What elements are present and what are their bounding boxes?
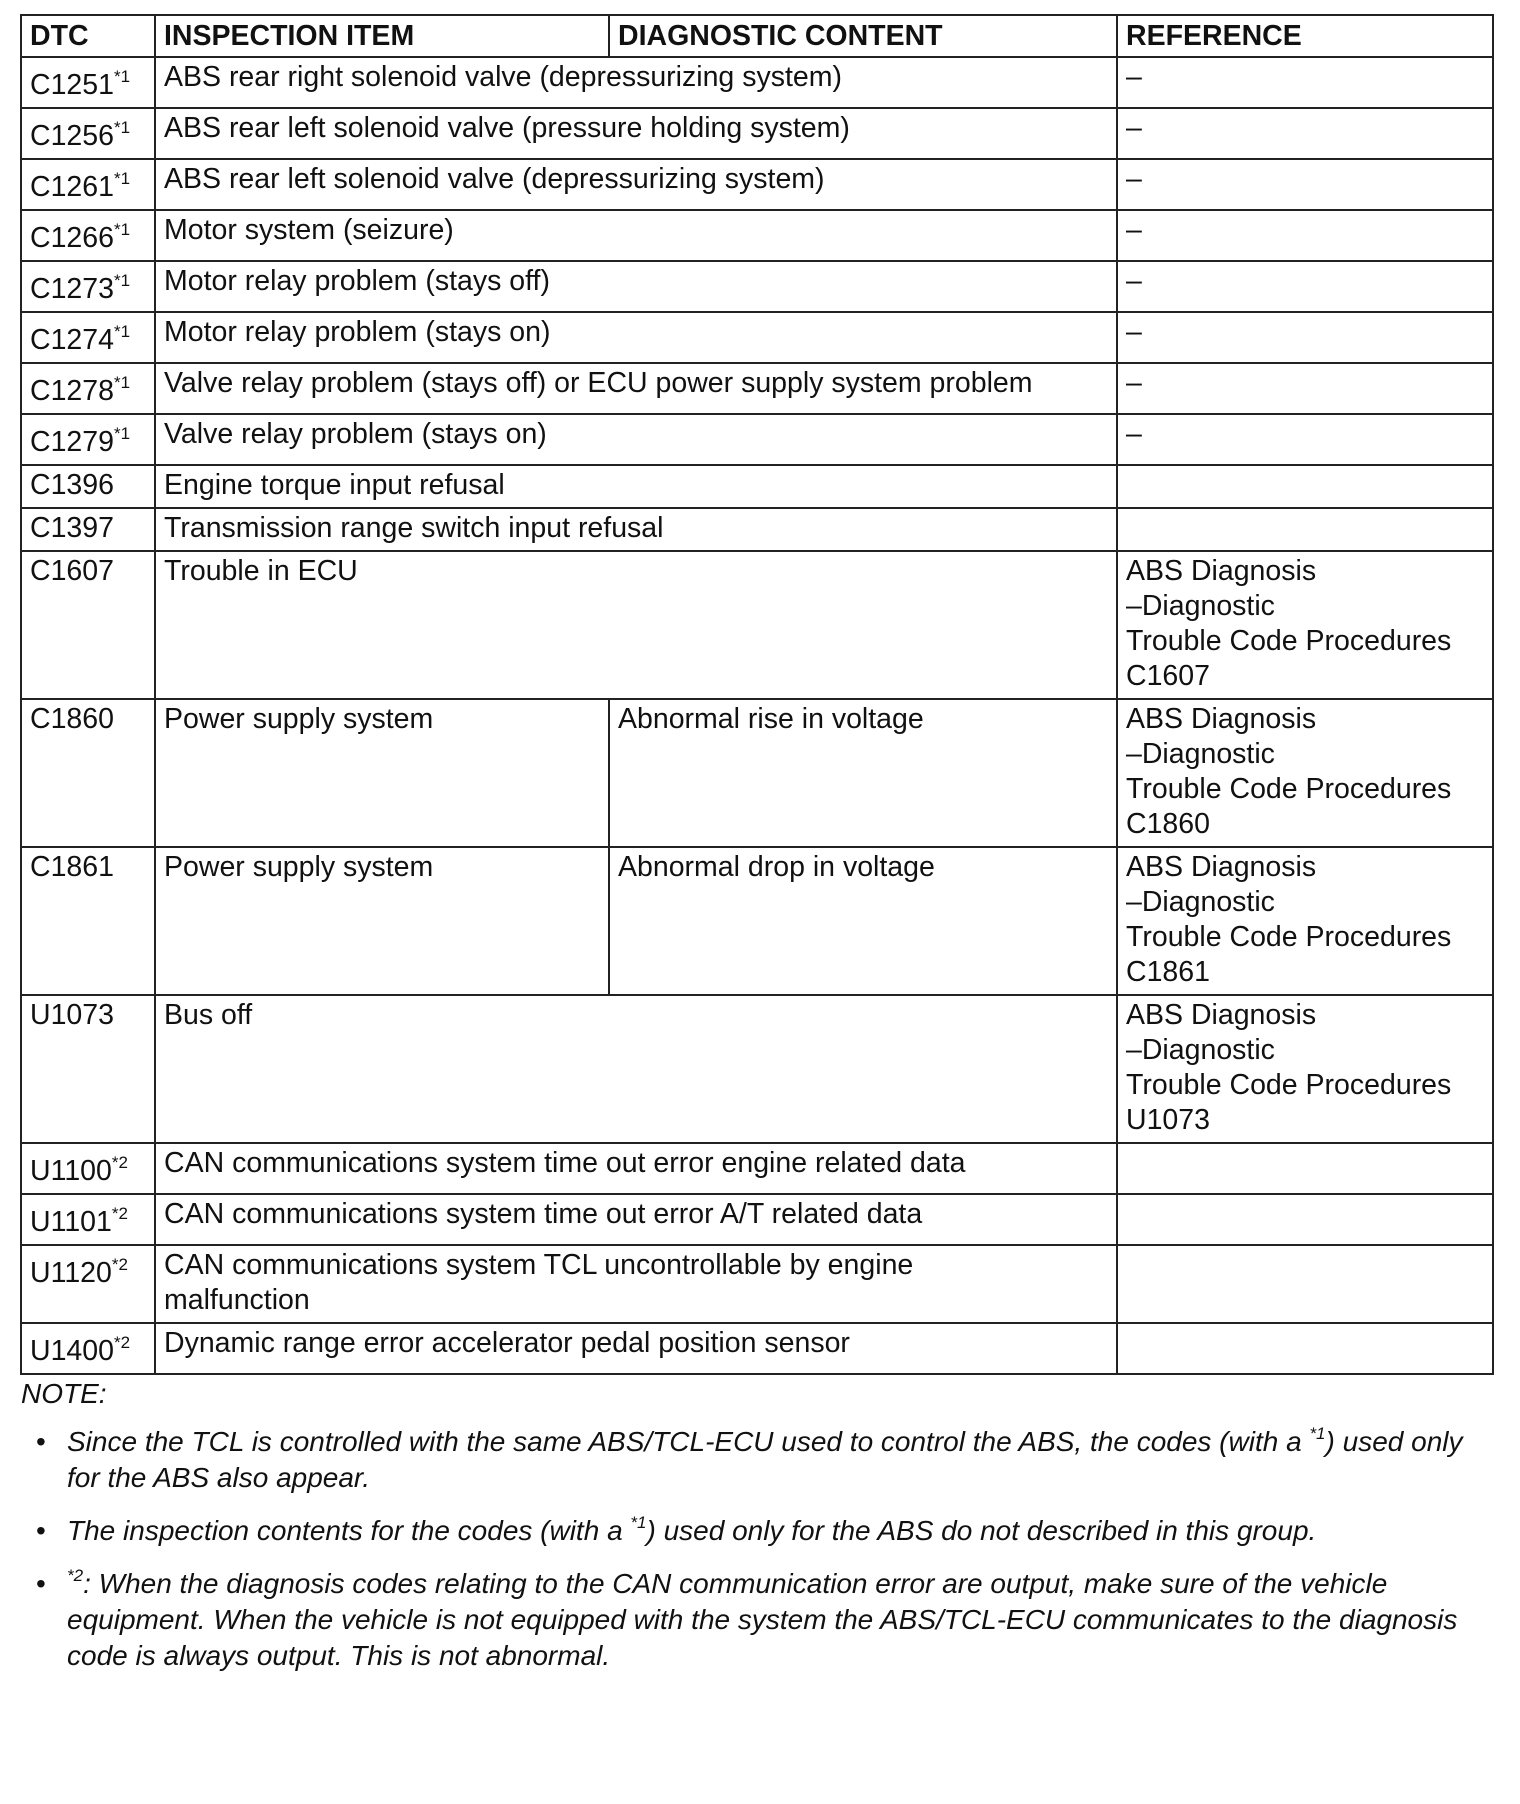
table-row bbox=[21, 847, 1493, 995]
dtc-code-cell: C1279$^{*1}$ bbox=[21, 414, 155, 465]
dtc-code-cell: C1274$^{*1}$ bbox=[21, 312, 155, 363]
table-row bbox=[21, 210, 1493, 261]
header-dtc: DTC bbox=[21, 15, 155, 57]
dtc-code-cell: C1278$^{*1}$ bbox=[21, 363, 155, 414]
dtc-code-cell: C1251$^{*1}$ bbox=[21, 57, 155, 108]
bullet-icon: • bbox=[36, 1515, 46, 1546]
dtc-code-cell: U1101$^{*2}$ bbox=[21, 1194, 155, 1245]
reference-line: C1861 bbox=[1126, 956, 1210, 988]
note-item: • $^{*2}$: When the diagnosis codes relating to the CAN communication error are output, make sure of the vehicle equipment. When the vehicle is not equipped with the system the ABS/TCL-ECU communicates to the diagnosis code is always output. This is not abnormal. bbox=[36, 1565, 1458, 1671]
dtc-table bbox=[20, 14, 1494, 1375]
reference-cell: – bbox=[1117, 261, 1493, 312]
table-row bbox=[21, 108, 1493, 159]
reference-cell bbox=[1117, 699, 1493, 847]
header-inspection-item: INSPECTION ITEM bbox=[155, 15, 609, 57]
reference-cell bbox=[1117, 1323, 1493, 1374]
reference-line: ABS Diagnosis bbox=[1126, 555, 1317, 587]
reference-cell bbox=[1117, 1143, 1493, 1194]
table-row bbox=[21, 465, 1493, 508]
table-row bbox=[21, 312, 1493, 363]
table-row bbox=[21, 414, 1493, 465]
table-row bbox=[21, 551, 1493, 699]
table-row bbox=[21, 1323, 1493, 1374]
reference-cell bbox=[1117, 465, 1493, 508]
table-row bbox=[21, 57, 1493, 108]
inspection-item-cell: Trouble in ECU bbox=[155, 551, 1117, 699]
note-label: NOTE: bbox=[21, 1378, 107, 1409]
reference-line: Trouble Code Procedures bbox=[1126, 921, 1452, 953]
reference-cell: – bbox=[1117, 159, 1493, 210]
dtc-code-cell: C1861 bbox=[21, 847, 155, 995]
inspection-item-cell: Motor relay problem (stays off) bbox=[155, 261, 1117, 312]
document bbox=[20, 14, 1494, 1691]
inspection-item-cell: ABS rear right solenoid valve (depressurizing system) bbox=[155, 57, 1117, 108]
table-row bbox=[21, 261, 1493, 312]
inspection-item-cell: Engine torque input refusal bbox=[155, 465, 1117, 508]
inspection-item-cell: CAN communications system TCL uncontrollable by engine malfunction bbox=[155, 1245, 1117, 1323]
dtc-code-cell: U1400$^{*2}$ bbox=[21, 1323, 155, 1374]
inspection-item-cell: Dynamic range error accelerator pedal position sensor bbox=[155, 1323, 1117, 1374]
table-row bbox=[21, 699, 1493, 847]
reference-cell bbox=[1117, 847, 1493, 995]
table-row bbox=[21, 1143, 1493, 1194]
reference-line: –Diagnostic bbox=[1126, 590, 1275, 622]
inspection-item-cell: Valve relay problem (stays on) bbox=[155, 414, 1117, 465]
inspection-item-cell: Motor system (seizure) bbox=[155, 210, 1117, 261]
reference-line: U1073 bbox=[1126, 1104, 1210, 1136]
reference-cell: – bbox=[1117, 312, 1493, 363]
inspection-item-cell: Power supply system bbox=[155, 699, 609, 847]
reference-line: Trouble Code Procedures bbox=[1126, 1069, 1452, 1101]
inspection-item-cell: ABS rear left solenoid valve (depressurizing system) bbox=[155, 159, 1117, 210]
dtc-code-cell: C1273$^{*1}$ bbox=[21, 261, 155, 312]
bullet-icon: • bbox=[36, 1426, 46, 1457]
reference-cell: – bbox=[1117, 414, 1493, 465]
dtc-code-cell: C1860 bbox=[21, 699, 155, 847]
inspection-item-cell: Valve relay problem (stays off) or ECU power supply system problem bbox=[155, 363, 1117, 414]
table-row bbox=[21, 508, 1493, 551]
dtc-code-cell: U1120$^{*2}$ bbox=[21, 1245, 155, 1323]
inspection-item-cell: Power supply system bbox=[155, 847, 609, 995]
table-row bbox=[21, 995, 1493, 1143]
note-item: • Since the TCL is controlled with the same ABS/TCL-ECU used to control the ABS, the codes (with a $^{*1}$) used only for the ABS also appear. bbox=[36, 1423, 1463, 1493]
table-row bbox=[21, 363, 1493, 414]
reference-cell: – bbox=[1117, 363, 1493, 414]
dtc-code-cell: C1261$^{*1}$ bbox=[21, 159, 155, 210]
reference-line: Trouble Code Procedures bbox=[1126, 773, 1452, 805]
reference-line: –Diagnostic bbox=[1126, 1034, 1275, 1066]
reference-line: ABS Diagnosis bbox=[1126, 851, 1317, 883]
diagnostic-content-cell: Abnormal rise in voltage bbox=[609, 699, 1117, 847]
dtc-code-cell: U1073 bbox=[21, 995, 155, 1143]
dtc-code-cell: C1397 bbox=[21, 508, 155, 551]
dtc-code-cell: C1266$^{*1}$ bbox=[21, 210, 155, 261]
inspection-item-cell: CAN communications system time out error A/T related data bbox=[155, 1194, 1117, 1245]
reference-cell bbox=[1117, 1245, 1493, 1323]
diagnostic-content-cell: Abnormal drop in voltage bbox=[609, 847, 1117, 995]
dtc-code-cell: C1256$^{*1}$ bbox=[21, 108, 155, 159]
reference-cell: – bbox=[1117, 57, 1493, 108]
reference-line: C1860 bbox=[1126, 808, 1210, 840]
reference-line: ABS Diagnosis bbox=[1126, 999, 1317, 1031]
reference-cell: – bbox=[1117, 108, 1493, 159]
reference-line: Trouble Code Procedures bbox=[1126, 625, 1452, 657]
reference-cell bbox=[1117, 551, 1493, 699]
table-row bbox=[21, 1194, 1493, 1245]
dtc-code-cell: U1100$^{*2}$ bbox=[21, 1143, 155, 1194]
reference-line: –Diagnostic bbox=[1126, 886, 1275, 918]
table-row bbox=[21, 1245, 1493, 1323]
reference-line: –Diagnostic bbox=[1126, 738, 1275, 770]
header-reference: REFERENCE bbox=[1117, 15, 1493, 57]
table-header-row bbox=[21, 15, 1493, 57]
inspection-item-cell: Transmission range switch input refusal bbox=[155, 508, 1117, 551]
reference-line: ABS Diagnosis bbox=[1126, 703, 1317, 735]
reference-line: C1607 bbox=[1126, 660, 1210, 692]
header-diagnostic-content: DIAGNOSTIC CONTENT bbox=[609, 15, 1117, 57]
inspection-item-cell: ABS rear left solenoid valve (pressure holding system) bbox=[155, 108, 1117, 159]
dtc-code-cell: C1607 bbox=[21, 551, 155, 699]
inspection-item-cell: Motor relay problem (stays on) bbox=[155, 312, 1117, 363]
reference-cell bbox=[1117, 508, 1493, 551]
table-row bbox=[21, 159, 1493, 210]
reference-cell: – bbox=[1117, 210, 1493, 261]
reference-cell bbox=[1117, 1194, 1493, 1245]
note-list bbox=[20, 1424, 1494, 1674]
bullet-icon: • bbox=[36, 1568, 46, 1599]
inspection-item-cell: CAN communications system time out error engine related data bbox=[155, 1143, 1117, 1194]
note-item: • The inspection contents for the codes (with a $^{*1}$) used only for the ABS do not described in this group. bbox=[20, 1513, 1494, 1549]
reference-cell bbox=[1117, 995, 1493, 1143]
inspection-item-cell: Bus off bbox=[155, 995, 1117, 1143]
dtc-code-cell: C1396 bbox=[21, 465, 155, 508]
